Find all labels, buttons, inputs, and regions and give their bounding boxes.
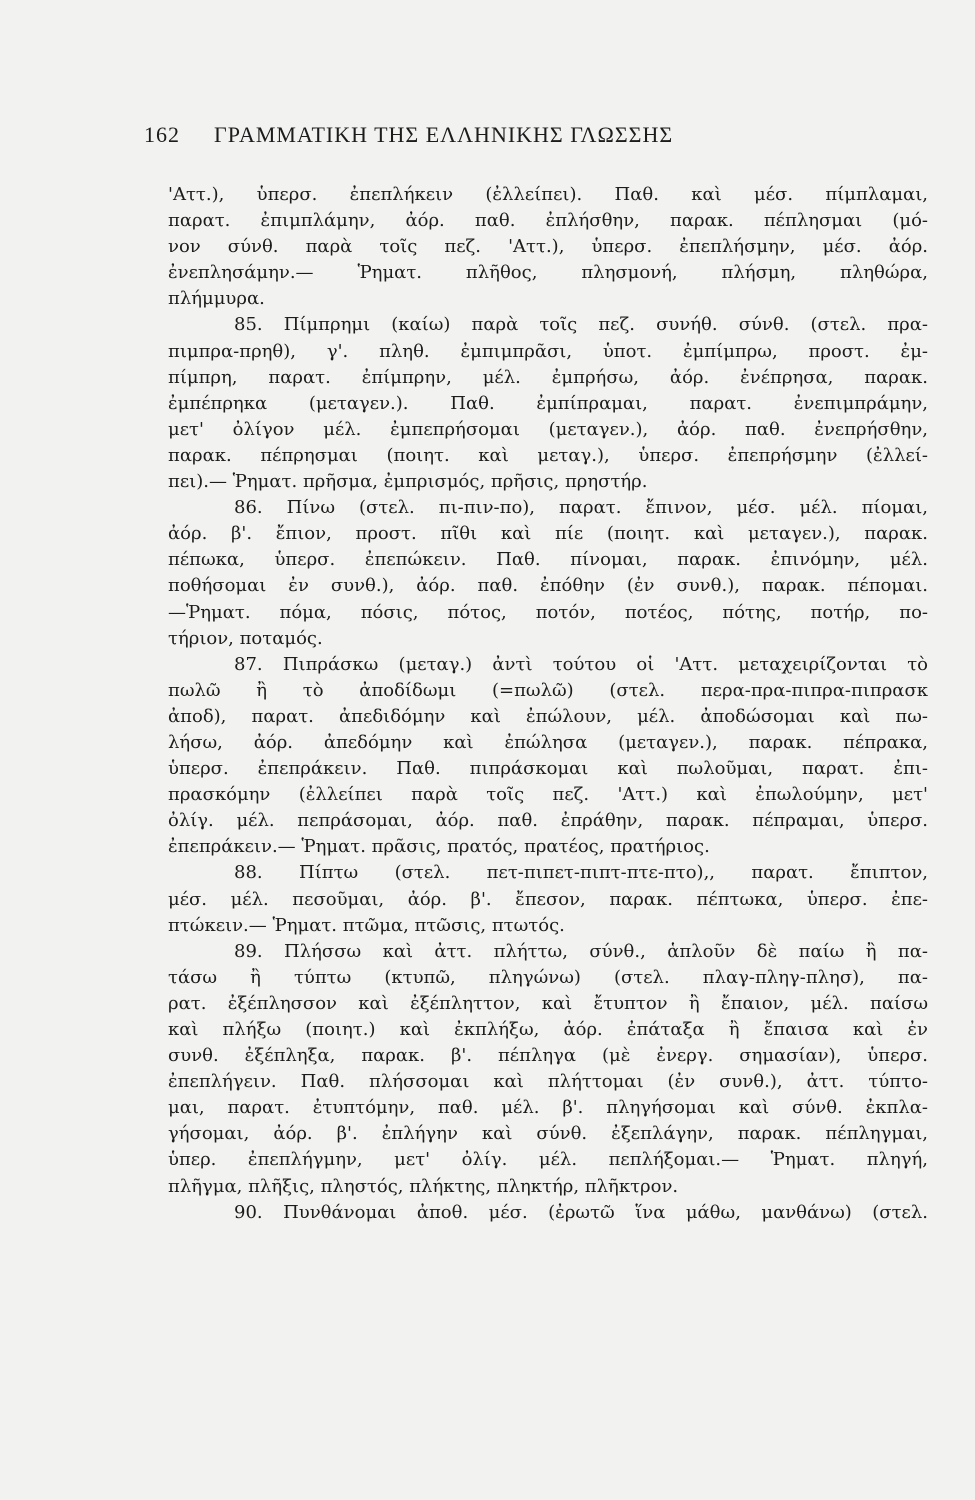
text-line: γήσομαι, ἀόρ. β'. ἐπλήγην καὶ σύνθ. ἐξεπλάγην, παρακ. πέπληγμαι, bbox=[168, 1123, 928, 1145]
text-line: ἐπεπράκειν.— Ῥηματ. πρᾶσις, πρατός, πρατέος, πρατήριος. bbox=[168, 836, 710, 858]
text-line: πέπωκα, ὑπερσ. ἐπεπώκειν. Παθ. πίνομαι, παρακ. ἐπινόμην, μέλ. bbox=[168, 549, 928, 571]
text-line: μέσ. μέλ. πεσοῦμαι, ἀόρ. β'. ἔπεσον, παρακ. πέπτωκα, ὑπερσ. ἐπε- bbox=[168, 888, 928, 910]
text-line: νον σύνθ. παρὰ τοῖς πεζ. 'Αττ.), ὑπερσ. ἐπεπλήσμην, μέσ. ἀόρ. bbox=[168, 236, 928, 258]
text-line: τάσω ἢ τύπτω (κτυπῶ, πληγώνω) (στελ. πλαγ-πληγ-πλησ), πα- bbox=[168, 966, 928, 988]
text-line: ρατ. ἐξέπλησσον καὶ ἐξέπληττον, καὶ ἔτυπτον ἢ ἔπαιον, μέλ. παίσω bbox=[168, 992, 928, 1014]
page-header bbox=[144, 122, 844, 148]
text-line: 89. Πλήσσω καὶ ἀττ. πλήττω, σύνθ., ἁπλοῦν δὲ παίω ἢ πα- bbox=[234, 940, 928, 962]
text-line: πρασκόμην (ἐλλείπει παρὰ τοῖς πεζ. 'Αττ.) καὶ ἐπωλούμην, μετ' bbox=[168, 784, 928, 806]
text-line: πίμπρη, παρατ. ἐπίμπρην, μέλ. ἐμπρήσω, ἀόρ. ἐνέπρησα, παρακ. bbox=[168, 366, 928, 388]
text-line: ὑπερ. ἐπεπλήγμην, μετ' ὀλίγ. μέλ. πεπλήξομαι.— Ῥηματ. πληγή, bbox=[168, 1149, 928, 1171]
text-line: ὑπερσ. ἐπεπράκειν. Παθ. πιπράσκομαι καὶ πωλοῦμαι, παρατ. ἐπι- bbox=[168, 758, 928, 780]
text-line: ἀποδ), παρατ. ἀπεδιδόμην καὶ ἐπώλουν, μέλ. ἀποδώσομαι καὶ πω- bbox=[168, 705, 928, 727]
text-line: ἀόρ. β'. ἔπιον, προστ. πῖθι καὶ πίε (ποιητ. καὶ μεταγεν.), παρακ. bbox=[168, 523, 928, 545]
text-line: 90. Πυνθάνομαι ἀποθ. μέσ. (ἐρωτῶ ἵνα μάθω, μανθάνω) (στελ. bbox=[234, 1201, 928, 1223]
text-line: καὶ πλήξω (ποιητ.) καὶ ἐκπλήξω, ἀόρ. ἐπάταξα ἢ ἔπαισα καὶ ἐν bbox=[168, 1019, 928, 1040]
text-line: ἐνεπλησάμην.— Ῥηματ. πλῆθος, πλησμονή, πλήσμη, πληθώρα, bbox=[168, 262, 928, 284]
text-line: 88. Πίπτω (στελ. πετ-πιπετ-πιπτ-πτε-πτο),, παρατ. ἔπιπτον, bbox=[234, 862, 928, 884]
text-line: πει).— Ῥηματ. πρῆσμα, ἐμπρισμός, πρῆσις, πρηστήρ. bbox=[168, 471, 648, 493]
text-line: παρακ. πέπρησμαι (ποιητ. καὶ μεταγ.), ὑπερσ. ἐπεπρήσμην (ἐλλεί- bbox=[168, 444, 928, 466]
text-line: 85. Πίμπρημι (καίω) παρὰ τοῖς πεζ. συνήθ. σύνθ. (στελ. πρα- bbox=[234, 314, 928, 336]
text-line: ἐπεπλήγειν. Παθ. πλήσσομαι καὶ πλήττομαι (ἐν συνθ.), ἀττ. τύπτο- bbox=[168, 1071, 928, 1093]
text-line: τήριον, ποταμός. bbox=[168, 627, 323, 649]
text-line: —Ῥηματ. πόμα, πόσις, πότος, ποτόν, ποτέος, πότης, ποτήρ, πο- bbox=[168, 601, 928, 623]
text-line: ποθήσομαι ἐν συνθ.), ἀόρ. παθ. ἐπόθην (ἐν συνθ.), παρακ. πέπομαι. bbox=[168, 575, 928, 597]
text-line: 87. Πιπράσκω (μεταγ.) ἀντὶ τούτου οἱ 'Αττ. μεταχειρίζονται τὸ bbox=[234, 653, 928, 675]
text-line: πωλῶ ἢ τὸ ἀποδίδωμι (=πωλῶ) (στελ. περα-πρα-πιπρα-πιπρασκ bbox=[168, 679, 928, 701]
text-line: μετ' ὀλίγον μέλ. ἐμπεπρήσομαι (μεταγεν.), ἀόρ. παθ. ἐνεπρήσθην, bbox=[168, 418, 928, 440]
text-line: ἐμπέπρηκα (μεταγεν.). Παθ. ἐμπίπραμαι, παρατ. ἐνεπιμπράμην, bbox=[168, 392, 928, 414]
text-line: μαι, παρατ. ἐτυπτόμην, παθ. μέλ. β'. πληγήσομαι καὶ σύνθ. ἐκπλα- bbox=[168, 1097, 928, 1119]
text-line: 86. Πίνω (στελ. πι-πιν-πο), παρατ. ἔπινον, μέσ. μέλ. πίομαι, bbox=[234, 497, 928, 519]
text-line: λήσω, ἀόρ. ἀπεδόμην καὶ ἐπώλησα (μεταγεν.), παρακ. πέπρακα, bbox=[168, 731, 928, 753]
text-line: συνθ. ἐξέπληξα, παρακ. β'. πέπληγα (μὲ ἐνεργ. σημασίαν), ὑπερσ. bbox=[168, 1045, 928, 1067]
text-line: παρατ. ἐπιμπλάμην, ἀόρ. παθ. ἐπλήσθην, παρακ. πέπλησμαι (μό- bbox=[168, 210, 928, 232]
running-title: ΓΡΑΜΜΑΤΙΚΗ ΤΗΣ ΕΛΛΗΝΙΚΗΣ ΓΛΩΣΣΗΣ bbox=[214, 122, 674, 147]
text-line: πλήμμυρα. bbox=[168, 288, 265, 310]
text-line: πιμπρα-πρηθ), γ'. πληθ. ἐμπιμπρᾶσι, ὑποτ. ἐμπίμπρω, προστ. ἐμ- bbox=[168, 340, 928, 362]
page-body bbox=[168, 182, 928, 1226]
text-line: πλῆγμα, πλῆξις, πληστός, πλήκτης, πληκτήρ, πλῆκτρον. bbox=[168, 1175, 679, 1197]
text-line: 'Αττ.), ὑπερσ. ἐπεπλήκειν (ἐλλείπει). Παθ. καὶ μέσ. πίμπλαμαι, bbox=[168, 184, 928, 205]
text-line: ὀλίγ. μέλ. πεπράσομαι, ἀόρ. παθ. ἐπράθην, παρακ. πέπραμαι, ὑπερσ. bbox=[168, 810, 928, 832]
page-number: 162 bbox=[144, 122, 180, 147]
text-line: πτώκειν.— Ῥηματ. πτῶμα, πτῶσις, πτωτός. bbox=[168, 914, 565, 936]
